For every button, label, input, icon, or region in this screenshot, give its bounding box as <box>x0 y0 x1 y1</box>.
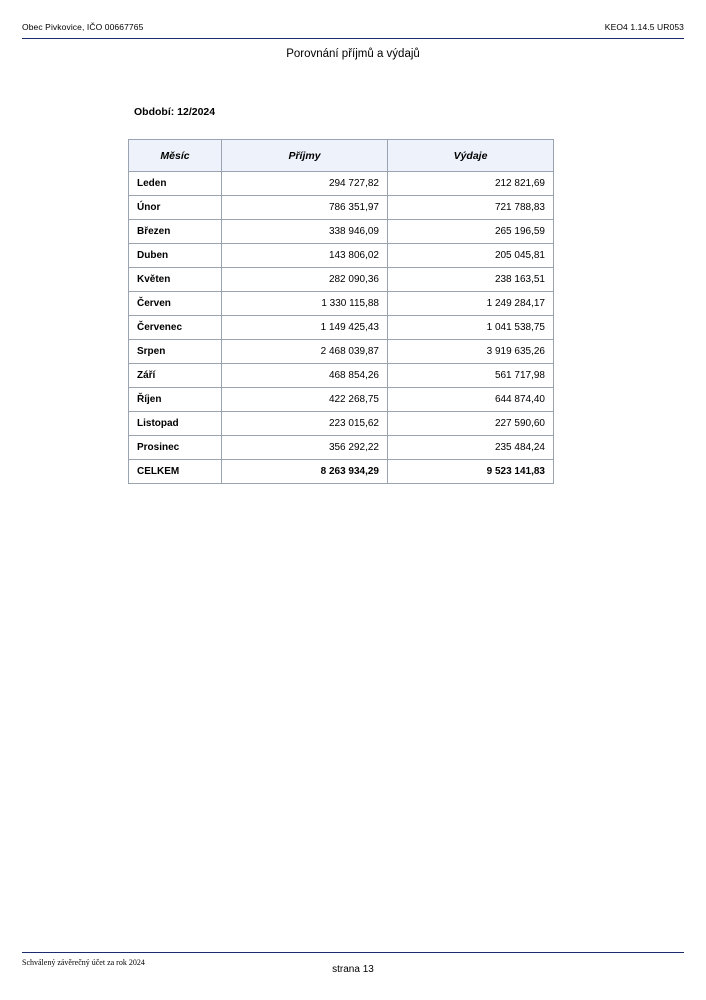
table-row <box>129 364 554 388</box>
table-header-row <box>129 140 554 172</box>
table-row <box>129 196 554 220</box>
cell-month: Září <box>129 364 222 388</box>
table-row <box>129 244 554 268</box>
table-row <box>129 436 554 460</box>
cell-month: Srpen <box>129 340 222 364</box>
cell-total-expense: 9 523 141,83 <box>388 460 554 484</box>
cell-income: 282 090,36 <box>222 268 388 292</box>
cell-expense: 212 821,69 <box>388 172 554 196</box>
cell-month: Leden <box>129 172 222 196</box>
cell-expense: 1 041 538,75 <box>388 316 554 340</box>
table-row <box>129 316 554 340</box>
header-software-version: KEO4 1.14.5 UR053 <box>604 22 684 32</box>
table-total-row <box>129 460 554 484</box>
column-header-expense: Výdaje <box>388 140 554 172</box>
cell-income: 143 806,02 <box>222 244 388 268</box>
cell-expense: 238 163,51 <box>388 268 554 292</box>
cell-income: 223 015,62 <box>222 412 388 436</box>
cell-total-label: CELKEM <box>129 460 222 484</box>
cell-expense: 235 484,24 <box>388 436 554 460</box>
cell-expense: 644 874,40 <box>388 388 554 412</box>
cell-month: Duben <box>129 244 222 268</box>
cell-month: Prosinec <box>129 436 222 460</box>
header-divider <box>22 38 684 39</box>
table-row <box>129 292 554 316</box>
cell-expense: 1 249 284,17 <box>388 292 554 316</box>
cell-expense: 3 919 635,26 <box>388 340 554 364</box>
period-label: Období: 12/2024 <box>134 106 216 118</box>
cell-month: Květen <box>129 268 222 292</box>
cell-expense: 265 196,59 <box>388 220 554 244</box>
table-row <box>129 220 554 244</box>
cell-income: 294 727,82 <box>222 172 388 196</box>
page-header <box>22 22 684 32</box>
table-row <box>129 268 554 292</box>
cell-income: 2 468 039,87 <box>222 340 388 364</box>
cell-income: 1 149 425,43 <box>222 316 388 340</box>
cell-expense: 227 590,60 <box>388 412 554 436</box>
table-row <box>129 412 554 436</box>
page-footer <box>22 958 684 978</box>
cell-expense: 205 045,81 <box>388 244 554 268</box>
cell-expense: 721 788,83 <box>388 196 554 220</box>
table-row <box>129 172 554 196</box>
income-expense-table-wrapper <box>128 139 553 484</box>
cell-income: 356 292,22 <box>222 436 388 460</box>
cell-total-income: 8 263 934,29 <box>222 460 388 484</box>
cell-income: 1 330 115,88 <box>222 292 388 316</box>
income-expense-table <box>128 139 554 484</box>
footer-page-number: strana 13 <box>332 964 374 975</box>
cell-expense: 561 717,98 <box>388 364 554 388</box>
cell-month: Listopad <box>129 412 222 436</box>
table-row <box>129 388 554 412</box>
cell-income: 786 351,97 <box>222 196 388 220</box>
header-organization: Obec Pivkovice, IČO 00667765 <box>22 22 144 32</box>
column-header-income: Příjmy <box>222 140 388 172</box>
cell-month: Říjen <box>129 388 222 412</box>
page-title: Porovnání příjmů a výdajů <box>286 48 420 60</box>
table-row <box>129 340 554 364</box>
cell-month: Únor <box>129 196 222 220</box>
column-header-month: Měsíc <box>129 140 222 172</box>
footer-divider <box>22 952 684 953</box>
footer-document-note: Schválený závěrečný účet za rok 2024 <box>22 958 145 967</box>
cell-income: 338 946,09 <box>222 220 388 244</box>
cell-month: Březen <box>129 220 222 244</box>
cell-month: Červenec <box>129 316 222 340</box>
cell-income: 422 268,75 <box>222 388 388 412</box>
cell-income: 468 854,26 <box>222 364 388 388</box>
cell-month: Červen <box>129 292 222 316</box>
